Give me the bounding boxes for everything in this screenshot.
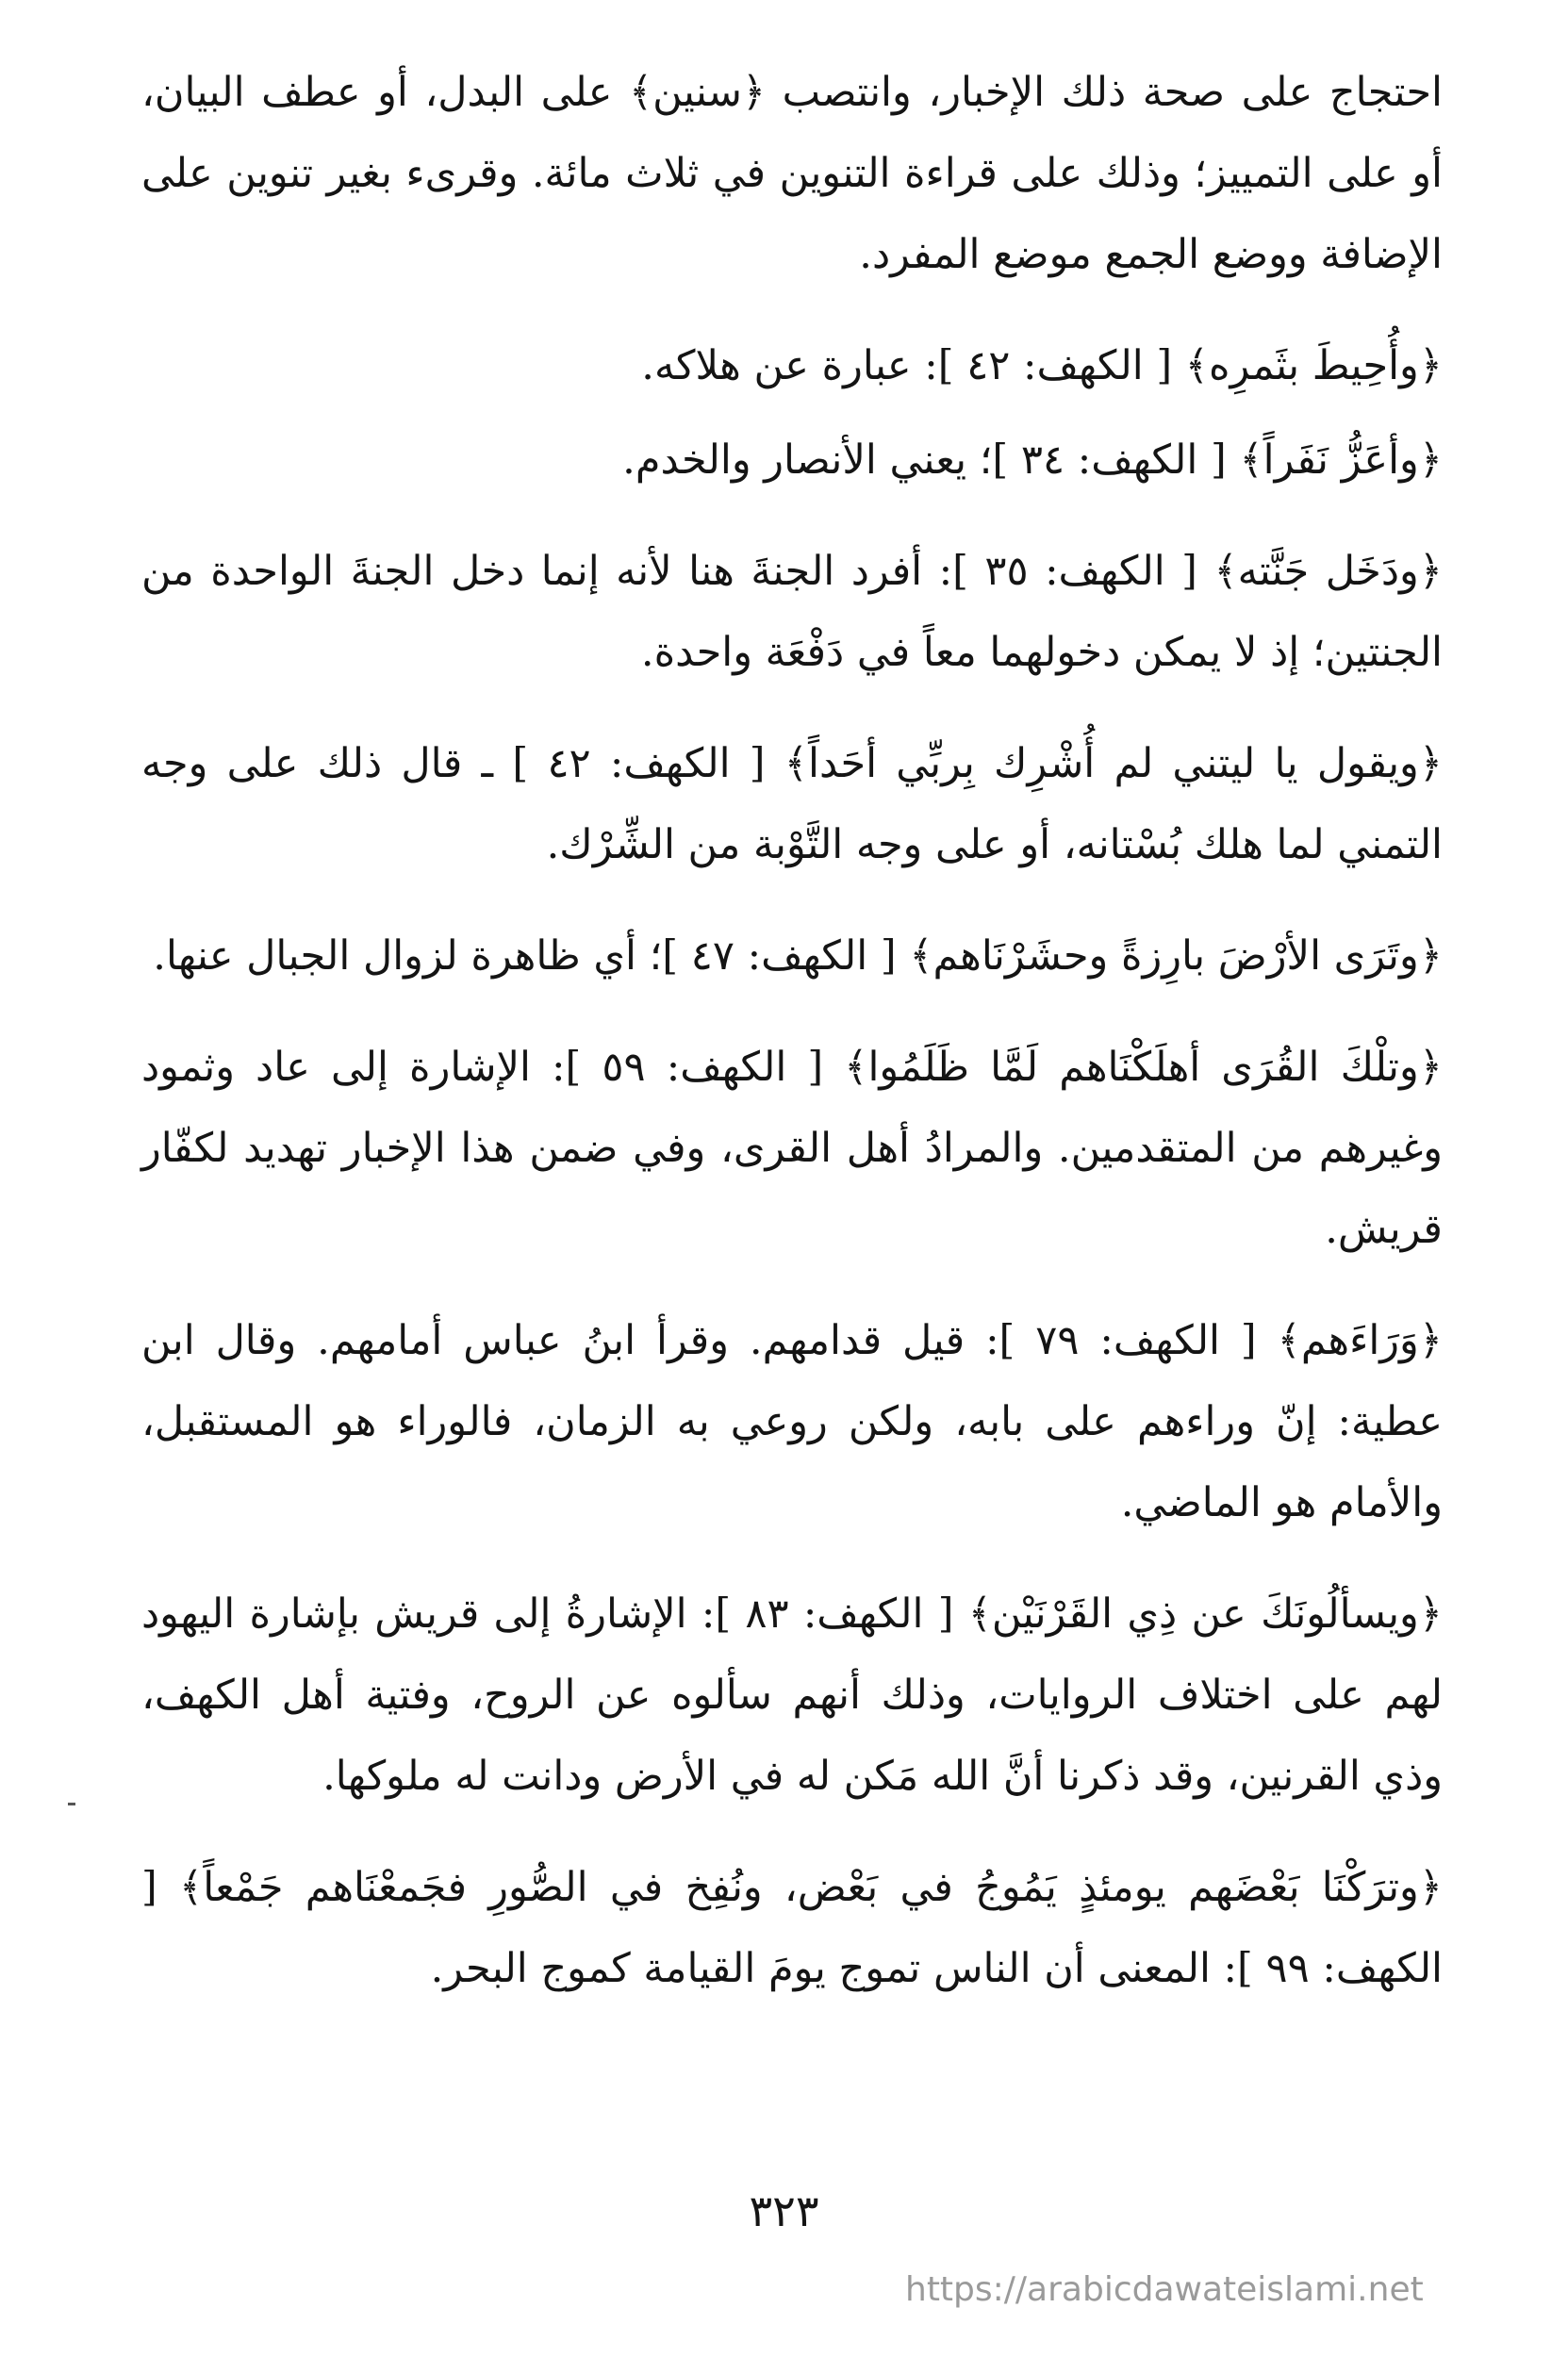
paragraph-4: ﴿ودَخَل جَنَّته﴾ [ الكهف: ٣٥ ]: أفرد الجنةَ هنا لأنه إنما دخل الجنةَ الواحدة من الجنتين؛ إذ لا يمكن دخولهما معاً في دَفْعَة واحدة. — [141, 548, 1443, 676]
page-body — [141, 52, 1443, 2039]
paragraph-10: ﴿وترَكْنَا بَعْضَهم يومئذٍ يَمُوجُ في بَعْض، ونُفِخ في الصُّورِ فجَمعْنَاهم جَمْعاً﴾ [ الكهف: ٩٩ ]: المعنى أن الناس تموج يومَ القيامة كموج البحر. — [141, 1864, 1443, 1992]
page-number: ٣٢٣ — [749, 2185, 819, 2236]
paragraph-1: احتجاج على صحة ذلك الإخبار، وانتصب ﴿سنين﴾ على البدل، أو عطف البيان، أو على التمييز؛ وذلك على قراءة التنوين في ثلاث مائة. وقرىء بغير تنوين على الإضافة ووضع الجمع موضع المفرد. — [141, 69, 1443, 278]
paragraph-7: ﴿وتلْكَ القُرَى أهلَكْنَاهم لَمَّا ظَلَمُوا﴾ [ الكهف: ٥٩ ]: الإشارة إلى عاد وثمود وغيرهم من المتقدمين. والمرادُ أهل القرى، وفي ضمن هذا الإخبار تهديد لكفّار قريش. — [141, 1044, 1443, 1253]
watermark-url: https://arabicdawateislami.net — [905, 2270, 1424, 2309]
paragraph-2: ﴿وأُحِيطَ بثَمرِه﴾ [ الكهف: ٤٢ ]: عبارة عن هلاكه. — [641, 342, 1443, 389]
paragraph-9: ﴿ويسألُونَكَ عن ذِي القَرْنَيْن﴾ [ الكهف: ٨٣ ]: الإشارةُ إلى قريش بإشارة اليهود لهم على اختلاف الروايات، وذلك أنهم سألوه عن الروح، وفتية أهل الكهف، وذي القرنين، وقد ذكرنا أنَّ الله مَكن له في الأرض ودانت له ملوكها. — [141, 1591, 1443, 1800]
margin-mark — [68, 1803, 75, 1805]
paragraph-5: ﴿ويقول يا ليتني لم أُشْرِك بِربِّي أحَداً﴾ [ الكهف: ٤٢ ] ـ قال ذلك على وجه التمني لما هلك بُسْتانه، أو على وجه التَّوْبة من الشِّرْك. — [141, 740, 1444, 868]
paragraph-3: ﴿وأعَزُّ نَفَراً﴾ [ الكهف: ٣٤ ]؛ يعني الأنصار والخدم. — [622, 437, 1443, 484]
paragraph-8: ﴿وَرَاءَهم﴾ [ الكهف: ٧٩ ]: قيل قدامهم. وقرأ ابنُ عباس أمامهم. وقال ابن عطية: إنّ وراءهم على بابه، ولكن روعي به الزمان، فالوراء هو المستقبل، والأمام هو الماضي. — [141, 1317, 1444, 1526]
paragraph-6: ﴿وتَرَى الأرْضَ بارِزةً وحشَرْنَاهم﴾ [ الكهف: ٤٧ ]؛ أي ظاهرة لزوال الجبال عنها. — [153, 932, 1443, 980]
